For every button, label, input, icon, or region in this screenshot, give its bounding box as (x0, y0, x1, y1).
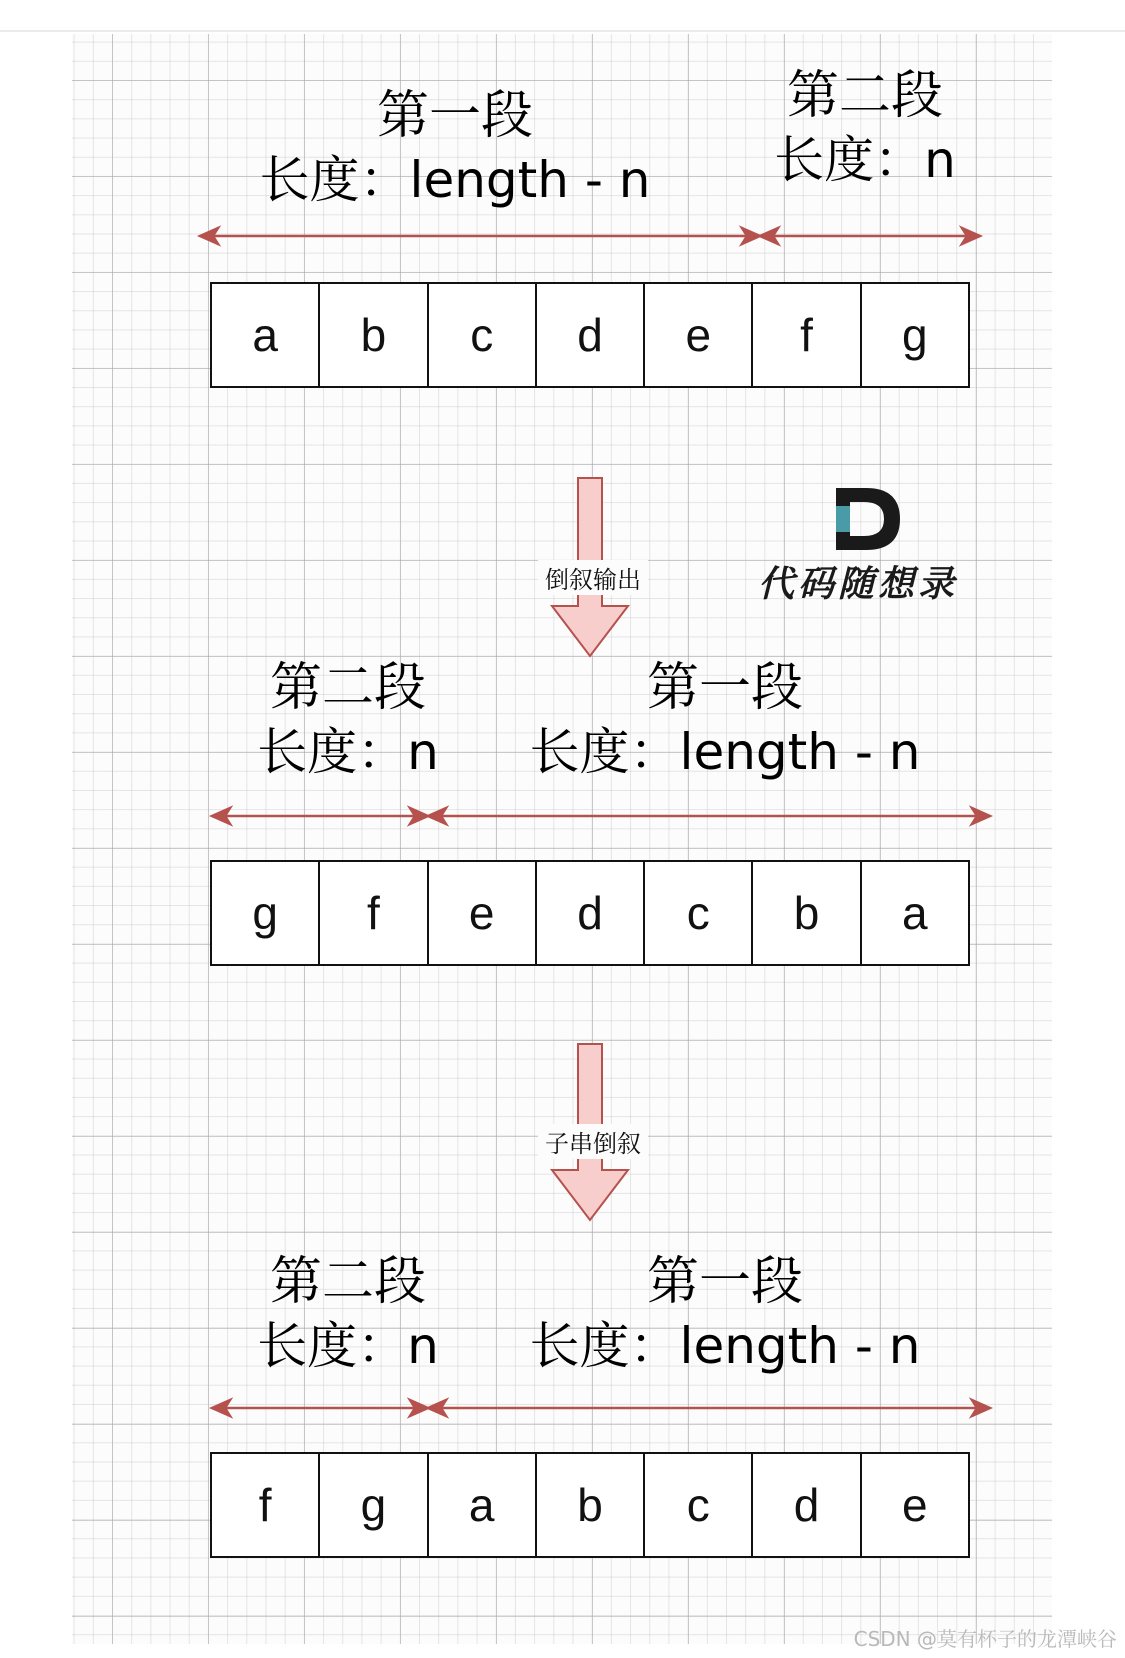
char-cell: a (902, 887, 928, 939)
segment-title: 第二段 (269, 1252, 426, 1312)
char-cell: f (320, 862, 428, 964)
segment-length: 长度：length - n (529, 723, 921, 781)
char-cell: g (902, 309, 928, 361)
dimension-arrow-first (200, 228, 760, 244)
dimension-arrow-second (212, 808, 428, 824)
char-cell: c (429, 284, 537, 386)
dimension-arrow-first (428, 1400, 990, 1416)
char-cell: b (537, 1454, 645, 1556)
char-cell: e (645, 284, 753, 386)
char-cell: a (429, 1454, 537, 1556)
char-cell: b (753, 862, 861, 964)
segment-length: 长度：length - n (529, 1317, 921, 1375)
char-cell: e (902, 1479, 928, 1531)
char-cell: f (753, 284, 861, 386)
dimension-arrow-second (760, 228, 980, 244)
segment-length: 长度：n (257, 723, 439, 781)
segment-length: 长度：length - n (259, 151, 651, 209)
brand-logo-d-icon (748, 478, 968, 558)
char-cell: d (753, 1454, 861, 1556)
char-cell: c (645, 862, 753, 964)
char-cell: c (645, 1454, 753, 1556)
char-cell: e (429, 862, 537, 964)
segment-title: 第一段 (646, 658, 803, 718)
step-label-reverse-output: 倒叙输出 (538, 560, 648, 595)
char-cell: g (320, 1454, 428, 1556)
char-cell: d (537, 284, 645, 386)
segment-title: 第二段 (269, 658, 426, 718)
dimension-arrow-first (428, 808, 990, 824)
csdn-watermark: CSDN @莫有杯子的龙潭峡谷 (853, 1627, 1117, 1651)
char-cell: f (212, 1454, 320, 1556)
char-cell: d (537, 862, 645, 964)
segment-title: 第一段 (646, 1252, 803, 1312)
dimension-arrow-second (212, 1400, 428, 1416)
segment-length: 长度：n (774, 131, 956, 189)
segment-title: 第二段 (786, 66, 943, 126)
segment-title: 第一段 (376, 86, 533, 146)
brand-logo-text: 代码随想录 (757, 563, 958, 605)
char-cell: a (212, 284, 320, 386)
step-label-substring-reverse: 子串倒叙 (538, 1124, 648, 1159)
segment-length: 长度：n (257, 1317, 439, 1375)
char-cell: g (212, 862, 320, 964)
char-cell: b (320, 284, 428, 386)
brand-logo (748, 478, 968, 608)
